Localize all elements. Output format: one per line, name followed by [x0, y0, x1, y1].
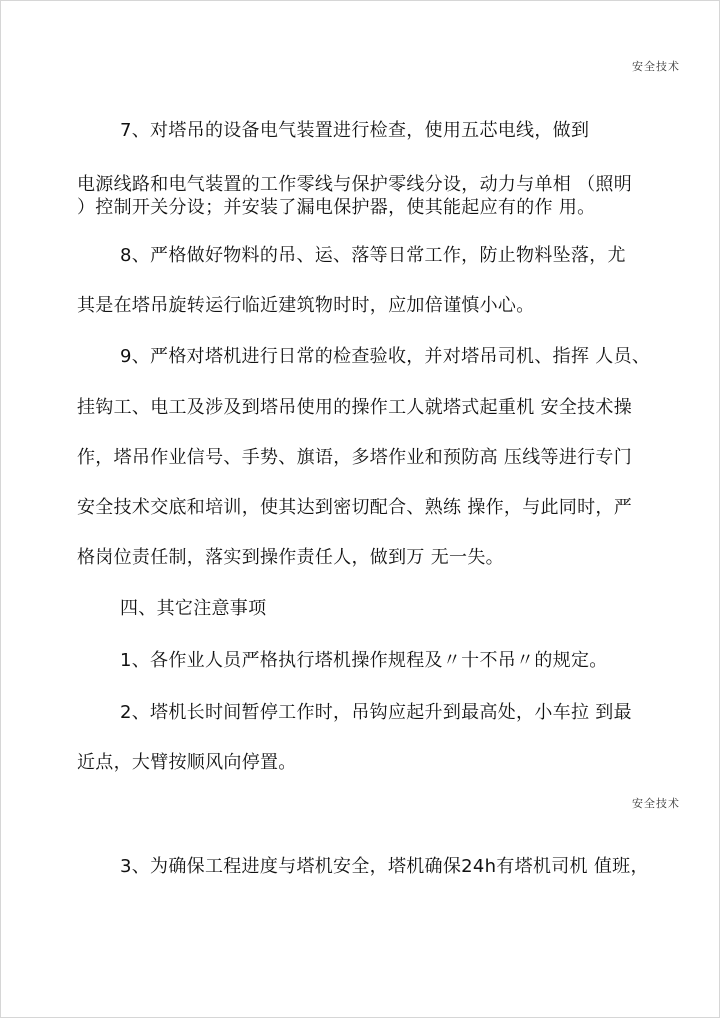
paragraph-line: ）控制开关分设；并安装了漏电保护器，使其能起应有的作 用。 — [77, 197, 596, 218]
paragraph-line: 7、对塔吊的设备电气装置进行检查，使用五芯电线，做到 — [120, 120, 590, 141]
paragraph-line: 1、各作业人员严格执行塔机操作规程及〃十不吊〃的规定。 — [120, 650, 608, 671]
section-heading: 四、其它注意事项 — [120, 598, 267, 619]
paragraph-line: 作，塔吊作业信号、手势、旗语，多塔作业和预防高 压线等进行专门 — [77, 447, 633, 468]
paragraph-line: 2、塔机长时间暂停工作时，吊钩应起升到最高处，小车拉 到最 — [120, 702, 632, 723]
paragraph-line: 8、严格做好物料的吊、运、落等日常工作，防止物料坠落，尤 — [120, 245, 626, 266]
paragraph-line: 近点，大臂按顺风向停置。 — [77, 752, 297, 773]
paragraph-line: 9、严格对塔机进行日常的检查验收，并对塔吊司机、指挥 人员、 — [120, 346, 651, 367]
paragraph-line: 3、为确保工程进度与塔机安全，塔机确保24h有塔机司机 值班， — [120, 856, 649, 877]
page-header: 安全技术 — [632, 797, 680, 810]
paragraph-line: 其是在塔吊旋转运行临近建筑物时时，应加倍谨慎小心。 — [77, 295, 535, 316]
paragraph-line: 格岗位责任制，落实到操作责任人，做到万 无一失。 — [77, 547, 504, 568]
paragraph-line: 电源线路和电气装置的工作零线与保护零线分设，动力与单相 （照明 — [77, 174, 633, 195]
page-header: 安全技术 — [632, 60, 680, 73]
paragraph-line: 挂钩工、电工及涉及到塔吊使用的操作工人就塔式起重机 安全技术操 — [77, 397, 633, 418]
paragraph-line: 安全技术交底和培训，使其达到密切配合、熟练 操作，与此同时，严 — [77, 497, 633, 518]
